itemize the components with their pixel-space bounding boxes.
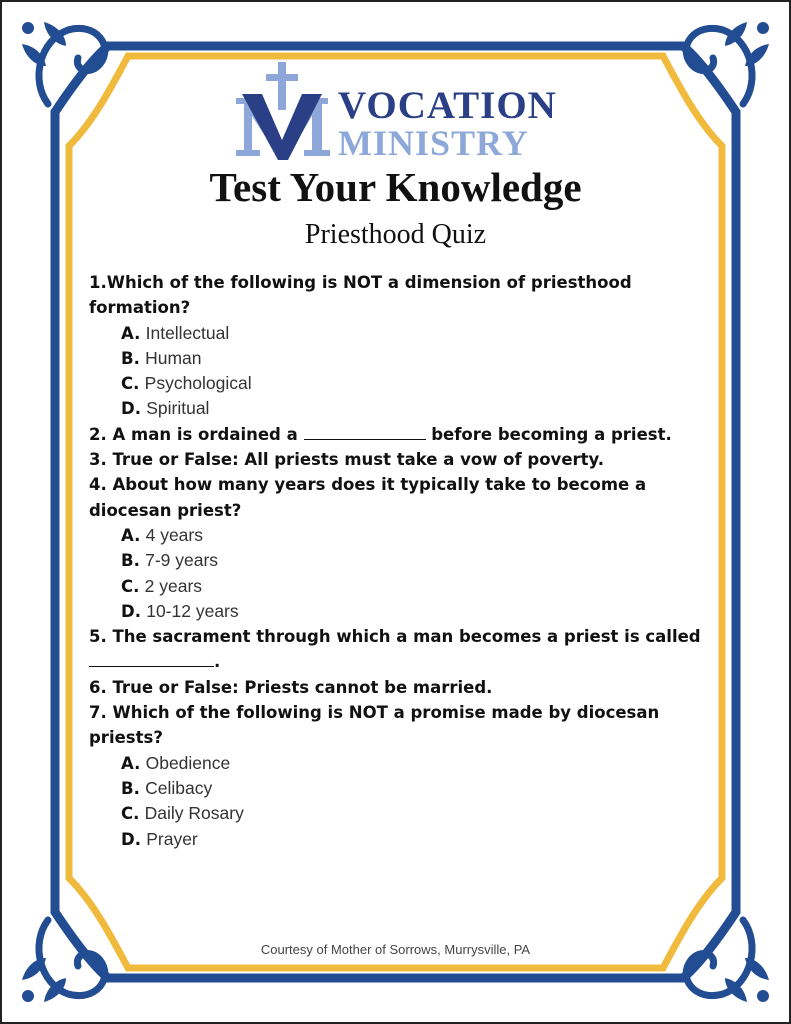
- option-text: Psychological: [144, 373, 252, 394]
- question: [89, 422, 709, 447]
- option-letter: D.: [121, 829, 141, 849]
- option-text: Spiritual: [146, 398, 210, 419]
- option-letter: C.: [121, 804, 140, 824]
- question-text-after: before becoming a priest.: [425, 424, 672, 444]
- question-text: 7. Which of the following is NOT a promise made by diocesan priests?: [89, 703, 660, 748]
- option-letter: B.: [121, 348, 140, 368]
- answer-option: [89, 548, 709, 573]
- question-text: 3. True or False: All priests must take a vow of poverty.: [89, 450, 605, 470]
- option-letter: D.: [121, 399, 141, 419]
- answer-option: [89, 751, 709, 776]
- question: [89, 472, 709, 523]
- page-title: Test Your Knowledge: [209, 164, 582, 210]
- option-letter: B.: [121, 551, 140, 571]
- vocation-ministry-monogram-icon: [232, 60, 336, 160]
- answer-option: [89, 396, 709, 421]
- question-text: 1.Which of the following is NOT a dimension of priesthood formation?: [89, 273, 632, 318]
- question-text: 6. True or False: Priests cannot be married.: [89, 677, 493, 697]
- page-subtitle: Priesthood Quiz: [304, 219, 487, 250]
- footer-credit: Courtesy of Mother of Sorrows, Murrysville, PA: [260, 942, 531, 957]
- logo-word-vocation: VOCATION: [338, 84, 557, 127]
- answer-option: [89, 776, 709, 801]
- answer-option: [89, 599, 709, 624]
- option-text: 4 years: [145, 524, 203, 545]
- vocation-ministry-logo: [232, 60, 562, 163]
- answer-option: [89, 827, 709, 852]
- answer-option: [89, 574, 709, 599]
- answer-option: [89, 346, 709, 371]
- option-letter: C.: [121, 374, 140, 394]
- answer-option: [89, 371, 709, 396]
- question-text: 5. The sacrament through which a man becomes a priest is called: [89, 627, 701, 647]
- option-text: Intellectual: [145, 322, 230, 343]
- option-text: Daily Rosary: [144, 803, 244, 824]
- answer-blank: [304, 425, 426, 440]
- logo-word-ministry: MINISTRY: [338, 123, 529, 163]
- option-text: Obedience: [145, 752, 231, 773]
- option-letter: A.: [121, 323, 141, 343]
- answer-option: [89, 321, 709, 346]
- question-text: 2. A man is ordained a: [89, 424, 304, 444]
- answer-option: [89, 523, 709, 548]
- option-text: 2 years: [144, 575, 203, 596]
- answer-option: [89, 801, 709, 826]
- option-text: 7-9 years: [145, 550, 219, 571]
- option-letter: B.: [121, 778, 140, 798]
- option-letter: A.: [121, 525, 141, 545]
- option-letter: D.: [121, 601, 141, 621]
- option-text: Celibacy: [145, 777, 213, 798]
- question: [89, 624, 709, 675]
- option-text: 10-12 years: [146, 600, 239, 621]
- quiz-questions: [89, 270, 709, 852]
- option-letter: C.: [121, 576, 140, 596]
- question-text-after: .: [214, 652, 221, 672]
- question: [89, 700, 709, 751]
- question: [89, 447, 709, 472]
- option-text: Prayer: [146, 828, 198, 849]
- answer-blank: [89, 652, 214, 667]
- question: [89, 270, 709, 321]
- question: [89, 675, 709, 700]
- question-text: 4. About how many years does it typically take to become a diocesan priest?: [89, 475, 647, 520]
- option-text: Human: [145, 347, 202, 368]
- option-letter: A.: [121, 753, 141, 773]
